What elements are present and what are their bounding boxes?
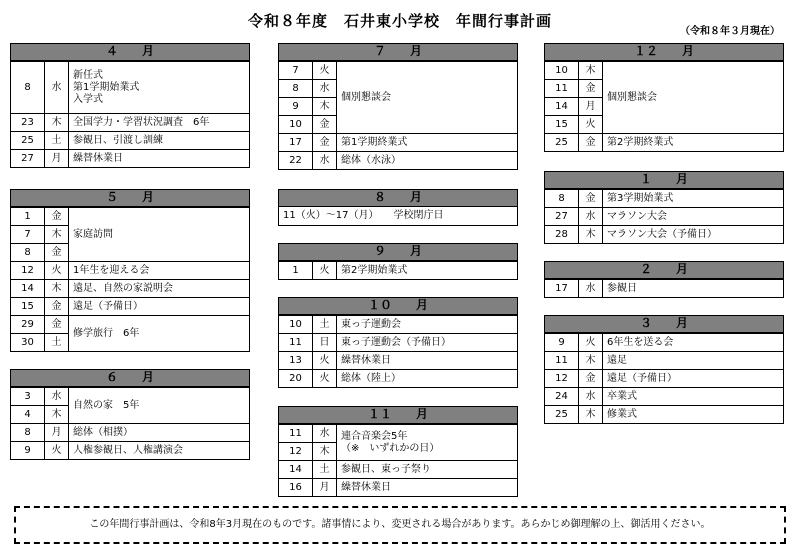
event-row	[545, 62, 784, 80]
event-weekday: 金	[579, 370, 603, 388]
event-row	[11, 150, 250, 168]
month-dec	[544, 43, 784, 152]
event-weekday: 金	[313, 116, 337, 134]
event-row	[11, 388, 250, 406]
event-weekday: 土	[45, 334, 69, 352]
event-weekday: 火	[45, 262, 69, 280]
event-row	[11, 280, 250, 298]
event-weekday: 木	[45, 226, 69, 244]
event-weekday: 木	[45, 114, 69, 132]
event-row	[545, 208, 784, 226]
event-day: 29	[11, 316, 45, 334]
event-day: 15	[545, 116, 579, 134]
event-row	[279, 62, 518, 80]
event-weekday: 水	[579, 388, 603, 406]
month-header: １１ 月	[278, 406, 518, 424]
month-mar	[544, 315, 784, 424]
month-jan	[544, 171, 784, 244]
month-may	[10, 189, 250, 352]
event-day: 25	[11, 132, 45, 150]
event-weekday: 水	[579, 208, 603, 226]
event-row	[11, 262, 250, 280]
event-day: 12	[11, 262, 45, 280]
event-row	[545, 280, 784, 298]
event-row	[545, 352, 784, 370]
month-header: ６ 月	[10, 369, 250, 387]
event-row	[545, 406, 784, 424]
event-day: 9	[279, 98, 313, 116]
month-feb	[544, 261, 784, 298]
event-name: 繰替休業日	[337, 352, 518, 370]
event-day: 3	[11, 388, 45, 406]
event-day: 7	[11, 226, 45, 244]
event-weekday: 火	[313, 262, 337, 280]
event-weekday: 金	[313, 134, 337, 152]
month-header: ３ 月	[544, 315, 784, 333]
event-weekday: 木	[579, 352, 603, 370]
event-weekday: 水	[45, 388, 69, 406]
event-table	[278, 261, 518, 280]
event-day: 14	[279, 461, 313, 479]
event-name: 総体（陸上）	[337, 370, 518, 388]
event-weekday: 木	[313, 98, 337, 116]
month-header: ４ 月	[10, 43, 250, 61]
event-table	[544, 61, 784, 152]
month-oct	[278, 297, 518, 388]
event-weekday: 水	[313, 152, 337, 170]
event-day: 23	[11, 114, 45, 132]
event-weekday: 金	[579, 134, 603, 152]
month-header: １２ 月	[544, 43, 784, 61]
event-day: 25	[545, 134, 579, 152]
event-weekday: 木	[579, 226, 603, 244]
event-name: 第2学期終業式	[603, 134, 784, 152]
event-row	[11, 208, 250, 226]
month-nov	[278, 406, 518, 497]
event-weekday: 木	[579, 62, 603, 80]
event-name: 修業式	[603, 406, 784, 424]
event-weekday: 土	[313, 316, 337, 334]
event-row	[11, 132, 250, 150]
event-row	[279, 479, 518, 497]
event-name: 人権参観日、人権講演会	[69, 442, 250, 460]
event-row	[279, 316, 518, 334]
event-name: 第2学期始業式	[337, 262, 518, 280]
event-day: 9	[545, 334, 579, 352]
event-day: 8	[545, 190, 579, 208]
event-name: 繰替休業日	[337, 479, 518, 497]
event-name: 6年生を送る会	[603, 334, 784, 352]
event-weekday: 水	[313, 80, 337, 98]
event-row	[279, 370, 518, 388]
event-day: 10	[545, 62, 579, 80]
event-row	[545, 190, 784, 208]
event-name: 東っ子運動会（予備日）	[337, 334, 518, 352]
event-row	[545, 134, 784, 152]
event-row	[545, 334, 784, 352]
month-header: ８ 月	[278, 189, 518, 207]
event-weekday: 金	[45, 298, 69, 316]
event-day: 4	[11, 406, 45, 424]
month-jul	[278, 43, 518, 170]
event-weekday: 木	[45, 280, 69, 298]
event-day: 22	[279, 152, 313, 170]
event-row	[11, 442, 250, 460]
school-closure-note: 11（火）～17（月） 学校閉庁日	[278, 207, 518, 226]
event-weekday: 月	[45, 424, 69, 442]
event-row	[545, 388, 784, 406]
event-day: 27	[11, 150, 45, 168]
event-name: 総体（相撲）	[69, 424, 250, 442]
event-day: 25	[545, 406, 579, 424]
month-header: ７ 月	[278, 43, 518, 61]
event-row	[545, 226, 784, 244]
event-row	[11, 424, 250, 442]
event-weekday: 日	[313, 334, 337, 352]
event-weekday: 火	[313, 370, 337, 388]
event-day: 24	[545, 388, 579, 406]
event-name: 新任式 第1学期始業式 入学式	[69, 62, 250, 114]
event-row	[279, 262, 518, 280]
event-row	[279, 152, 518, 170]
event-name: マラソン大会	[603, 208, 784, 226]
event-weekday: 金	[45, 244, 69, 262]
event-table	[278, 315, 518, 388]
event-name: 参観日、東っ子祭り	[337, 461, 518, 479]
event-day: 10	[279, 116, 313, 134]
event-day: 7	[279, 62, 313, 80]
event-day: 10	[279, 316, 313, 334]
event-day: 13	[279, 352, 313, 370]
event-day: 8	[11, 244, 45, 262]
event-day: 8	[279, 80, 313, 98]
event-weekday: 水	[313, 425, 337, 443]
event-name: 東っ子運動会	[337, 316, 518, 334]
event-name: 卒業式	[603, 388, 784, 406]
event-row	[279, 352, 518, 370]
month-aug	[278, 189, 518, 226]
event-day: 1	[11, 208, 45, 226]
event-weekday: 金	[579, 190, 603, 208]
as-of-date: （令和８年３月現在）	[680, 26, 780, 37]
event-row	[545, 370, 784, 388]
event-row	[11, 316, 250, 334]
event-name: 遠足（予備日）	[603, 370, 784, 388]
month-header: １０ 月	[278, 297, 518, 315]
event-day: 11	[545, 80, 579, 98]
event-weekday: 水	[579, 280, 603, 298]
month-header: ２ 月	[544, 261, 784, 279]
event-day: 20	[279, 370, 313, 388]
month-sep	[278, 243, 518, 280]
event-name: 繰替休業日	[69, 150, 250, 168]
event-name: 修学旅行 6年	[69, 316, 250, 352]
event-weekday: 月	[579, 98, 603, 116]
event-name: 家庭訪問	[69, 208, 250, 262]
event-name: 参観日	[603, 280, 784, 298]
event-name: 第1学期終業式	[337, 134, 518, 152]
event-name: 遠足（予備日）	[69, 298, 250, 316]
event-day: 27	[545, 208, 579, 226]
event-table	[544, 279, 784, 298]
event-day: 11	[279, 334, 313, 352]
event-weekday: 金	[45, 316, 69, 334]
event-name: 第3学期始業式	[603, 190, 784, 208]
event-day: 28	[545, 226, 579, 244]
event-row	[11, 298, 250, 316]
event-row	[279, 461, 518, 479]
event-weekday: 火	[45, 442, 69, 460]
event-weekday: 金	[579, 80, 603, 98]
event-table	[278, 424, 518, 497]
event-day: 30	[11, 334, 45, 352]
event-table	[544, 333, 784, 424]
event-day: 11	[545, 352, 579, 370]
event-day: 15	[11, 298, 45, 316]
event-name: 自然の家 5年	[69, 388, 250, 424]
event-row	[279, 134, 518, 152]
event-name: 全国学力・学習状況調査 6年	[69, 114, 250, 132]
event-weekday: 土	[313, 461, 337, 479]
event-day: 9	[11, 442, 45, 460]
page-title: 令和８年度 石井東小学校 年間行事計画	[247, 12, 552, 30]
event-day: 12	[279, 443, 313, 461]
event-weekday: 火	[579, 334, 603, 352]
event-row	[11, 62, 250, 114]
event-day: 8	[11, 424, 45, 442]
event-name: 総体（水泳）	[337, 152, 518, 170]
event-weekday: 木	[45, 406, 69, 424]
month-apr	[10, 43, 250, 168]
month-jun	[10, 369, 250, 460]
event-day: 17	[545, 280, 579, 298]
event-weekday: 火	[579, 116, 603, 134]
event-weekday: 木	[579, 406, 603, 424]
event-weekday: 木	[313, 443, 337, 461]
event-table	[10, 207, 250, 352]
event-name: 個別懇談会	[337, 62, 518, 134]
event-name: マラソン大会（予備日）	[603, 226, 784, 244]
event-row	[279, 334, 518, 352]
event-name: 個別懇談会	[603, 62, 784, 134]
event-day: 12	[545, 370, 579, 388]
footer-note: この年間行事計画は、令和8年3月現在のものです。諸事情により、変更される場合があります。あらかじめ御理解の上、御活用ください。	[14, 506, 786, 544]
event-table	[10, 61, 250, 168]
event-weekday: 金	[45, 208, 69, 226]
event-weekday: 土	[45, 132, 69, 150]
event-day: 14	[545, 98, 579, 116]
event-weekday: 月	[313, 479, 337, 497]
event-weekday: 月	[45, 150, 69, 168]
month-header: ５ 月	[10, 189, 250, 207]
event-name: 1年生を迎える会	[69, 262, 250, 280]
event-table	[544, 189, 784, 244]
event-day: 1	[279, 262, 313, 280]
event-day: 16	[279, 479, 313, 497]
event-day: 17	[279, 134, 313, 152]
event-name: 連合音楽会5年 （※ いずれかの日）	[337, 425, 518, 461]
event-weekday: 水	[45, 62, 69, 114]
month-header: １ 月	[544, 171, 784, 189]
event-day: 8	[11, 62, 45, 114]
event-name: 参観日、引渡し訓練	[69, 132, 250, 150]
event-table	[10, 387, 250, 460]
event-day: 14	[11, 280, 45, 298]
event-name: 遠足、自然の家説明会	[69, 280, 250, 298]
event-row	[11, 114, 250, 132]
month-header: ９ 月	[278, 243, 518, 261]
event-weekday: 火	[313, 62, 337, 80]
event-weekday: 火	[313, 352, 337, 370]
event-day: 11	[279, 425, 313, 443]
event-row	[279, 425, 518, 443]
event-table	[278, 61, 518, 170]
event-name: 遠足	[603, 352, 784, 370]
